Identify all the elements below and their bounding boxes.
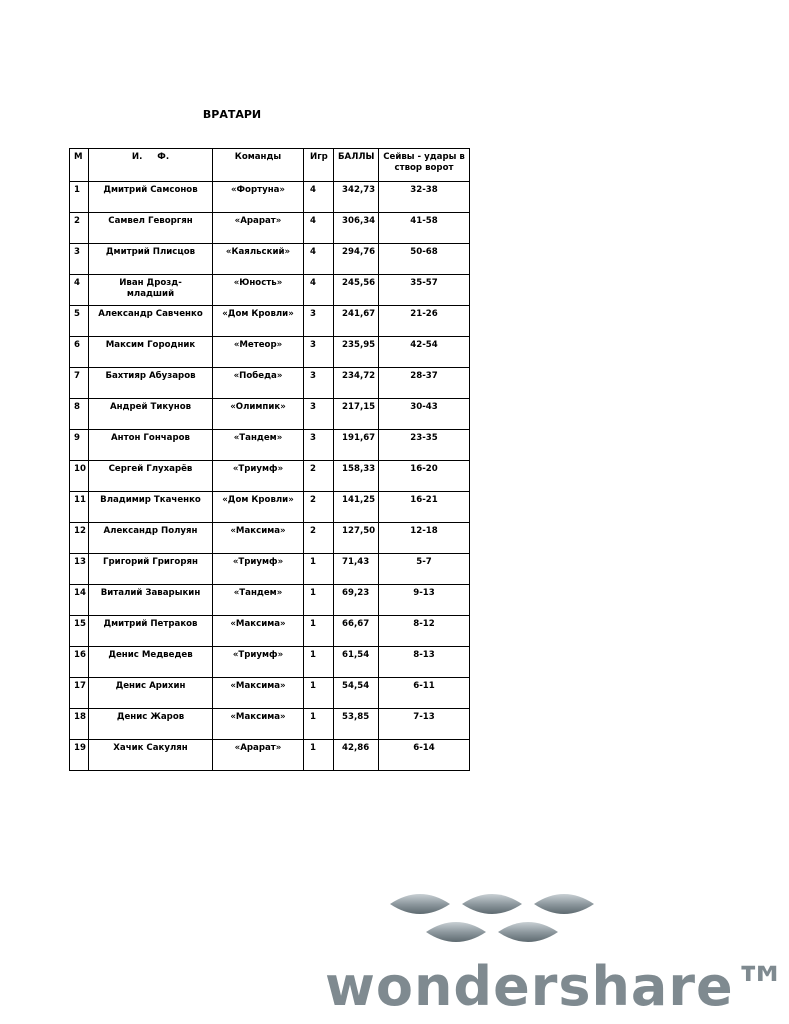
header-num: М	[70, 149, 89, 182]
header-games: Игр	[304, 149, 334, 182]
cell-points: 54,54	[334, 678, 379, 709]
cell-team: «Триумф»	[213, 461, 304, 492]
cell-name: Григорий Григорян	[89, 554, 213, 585]
cell-name: Андрей Тикунов	[89, 399, 213, 430]
cell-games: 2	[304, 492, 334, 523]
cell-num: 11	[70, 492, 89, 523]
page-title: ВРАТАРИ	[202, 108, 262, 121]
cell-saves: 7-13	[379, 709, 470, 740]
cell-num: 3	[70, 244, 89, 275]
cell-num: 14	[70, 585, 89, 616]
cell-saves: 30-43	[379, 399, 470, 430]
cell-team: «Дом Кровли»	[213, 492, 304, 523]
cell-num: 9	[70, 430, 89, 461]
cell-games: 3	[304, 306, 334, 337]
cell-name: Александр Полуян	[89, 523, 213, 554]
cell-points: 235,95	[334, 337, 379, 368]
cell-games: 2	[304, 461, 334, 492]
table-row	[70, 182, 470, 213]
cell-num: 16	[70, 647, 89, 678]
cell-saves: 21-26	[379, 306, 470, 337]
table-header-row	[70, 149, 470, 182]
cell-num: 7	[70, 368, 89, 399]
logo-diamond-shape	[534, 894, 594, 914]
logo-diamond-shape	[390, 894, 450, 914]
logo-diamond-shape	[462, 894, 522, 914]
cell-points: 127,50	[334, 523, 379, 554]
cell-name: Дмитрий Петраков	[89, 616, 213, 647]
cell-team: «Триумф»	[213, 554, 304, 585]
cell-games: 4	[304, 182, 334, 213]
cell-points: 245,56	[334, 275, 379, 306]
cell-games: 1	[304, 709, 334, 740]
cell-num: 1	[70, 182, 89, 213]
cell-num: 6	[70, 337, 89, 368]
cell-saves: 12-18	[379, 523, 470, 554]
cell-points: 53,85	[334, 709, 379, 740]
goalies-table	[69, 148, 470, 771]
cell-games: 4	[304, 275, 334, 306]
cell-points: 141,25	[334, 492, 379, 523]
cell-saves: 16-20	[379, 461, 470, 492]
table-row	[70, 523, 470, 554]
cell-team: «Дом Кровли»	[213, 306, 304, 337]
cell-team: «Метеор»	[213, 337, 304, 368]
cell-team: «Арарат»	[213, 213, 304, 244]
cell-name: Хачик Сакулян	[89, 740, 213, 771]
cell-team: «Тандем»	[213, 430, 304, 461]
cell-name: Самвел Геворгян	[89, 213, 213, 244]
table-row	[70, 306, 470, 337]
table-row	[70, 554, 470, 585]
cell-saves: 9-13	[379, 585, 470, 616]
cell-points: 241,67	[334, 306, 379, 337]
cell-num: 18	[70, 709, 89, 740]
cell-team: «Максима»	[213, 709, 304, 740]
cell-team: «Максима»	[213, 523, 304, 554]
cell-saves: 32-38	[379, 182, 470, 213]
table-row	[70, 337, 470, 368]
cell-points: 71,43	[334, 554, 379, 585]
cell-saves: 5-7	[379, 554, 470, 585]
cell-points: 42,86	[334, 740, 379, 771]
watermark-text: wondershare™	[325, 955, 789, 1018]
table-row	[70, 740, 470, 771]
cell-team: «Максима»	[213, 678, 304, 709]
table-row	[70, 275, 470, 306]
cell-saves: 28-37	[379, 368, 470, 399]
cell-name: Александр Савченко	[89, 306, 213, 337]
header-saves: Сейвы - удары в створ ворот	[379, 149, 470, 182]
logo-diamond-shape	[498, 922, 558, 942]
table-row	[70, 492, 470, 523]
cell-num: 8	[70, 399, 89, 430]
cell-name: Денис Жаров	[89, 709, 213, 740]
cell-num: 17	[70, 678, 89, 709]
table-row	[70, 585, 470, 616]
cell-games: 4	[304, 213, 334, 244]
cell-saves: 41-58	[379, 213, 470, 244]
cell-points: 69,23	[334, 585, 379, 616]
table-row	[70, 647, 470, 678]
cell-points: 217,15	[334, 399, 379, 430]
cell-num: 5	[70, 306, 89, 337]
cell-points: 294,76	[334, 244, 379, 275]
cell-points: 342,73	[334, 182, 379, 213]
cell-points: 306,34	[334, 213, 379, 244]
cell-points: 191,67	[334, 430, 379, 461]
table-row	[70, 430, 470, 461]
table-row	[70, 709, 470, 740]
cell-team: «Победа»	[213, 368, 304, 399]
cell-name: Владимир Ткаченко	[89, 492, 213, 523]
cell-name: Дмитрий Плисцов	[89, 244, 213, 275]
cell-points: 158,33	[334, 461, 379, 492]
cell-team: «Арарат»	[213, 740, 304, 771]
table-row	[70, 368, 470, 399]
cell-saves: 16-21	[379, 492, 470, 523]
cell-num: 2	[70, 213, 89, 244]
cell-games: 1	[304, 678, 334, 709]
cell-name: Денис Медведев	[89, 647, 213, 678]
cell-saves: 23-35	[379, 430, 470, 461]
cell-team: «Триумф»	[213, 647, 304, 678]
cell-saves: 50-68	[379, 244, 470, 275]
cell-num: 19	[70, 740, 89, 771]
cell-team: «Тандем»	[213, 585, 304, 616]
cell-num: 13	[70, 554, 89, 585]
cell-team: «Фортуна»	[213, 182, 304, 213]
cell-games: 1	[304, 740, 334, 771]
cell-saves: 6-11	[379, 678, 470, 709]
cell-team: «Каяльский»	[213, 244, 304, 275]
cell-games: 3	[304, 399, 334, 430]
table-row	[70, 461, 470, 492]
cell-name: Виталий Заварыкин	[89, 585, 213, 616]
cell-num: 4	[70, 275, 89, 306]
cell-name: Иван Дрозд-младший	[89, 275, 213, 306]
cell-games: 1	[304, 616, 334, 647]
cell-saves: 35-57	[379, 275, 470, 306]
cell-saves: 8-12	[379, 616, 470, 647]
cell-games: 1	[304, 554, 334, 585]
logo-diamond-shape	[426, 922, 486, 942]
table-row	[70, 244, 470, 275]
table-row	[70, 213, 470, 244]
cell-name: Антон Гончаров	[89, 430, 213, 461]
cell-points: 61,54	[334, 647, 379, 678]
cell-games: 4	[304, 244, 334, 275]
cell-games: 2	[304, 523, 334, 554]
cell-games: 1	[304, 647, 334, 678]
cell-name: Дмитрий Самсонов	[89, 182, 213, 213]
cell-num: 12	[70, 523, 89, 554]
cell-games: 3	[304, 337, 334, 368]
cell-team: «Олимпик»	[213, 399, 304, 430]
cell-saves: 42-54	[379, 337, 470, 368]
cell-name: Денис Арихин	[89, 678, 213, 709]
cell-team: «Юность»	[213, 275, 304, 306]
cell-games: 3	[304, 430, 334, 461]
header-points: БАЛЛЫ	[334, 149, 379, 182]
cell-name: Максим Городник	[89, 337, 213, 368]
header-team: Команды	[213, 149, 304, 182]
cell-points: 66,67	[334, 616, 379, 647]
cell-team: «Максима»	[213, 616, 304, 647]
header-name: И. Ф.	[89, 149, 213, 182]
table-row	[70, 399, 470, 430]
cell-saves: 8-13	[379, 647, 470, 678]
cell-saves: 6-14	[379, 740, 470, 771]
cell-num: 10	[70, 461, 89, 492]
cell-name: Сергей Глухарёв	[89, 461, 213, 492]
table-row	[70, 678, 470, 709]
cell-games: 3	[304, 368, 334, 399]
cell-num: 15	[70, 616, 89, 647]
table-row	[70, 616, 470, 647]
cell-name: Бахтияр Абузаров	[89, 368, 213, 399]
cell-games: 1	[304, 585, 334, 616]
cell-points: 234,72	[334, 368, 379, 399]
